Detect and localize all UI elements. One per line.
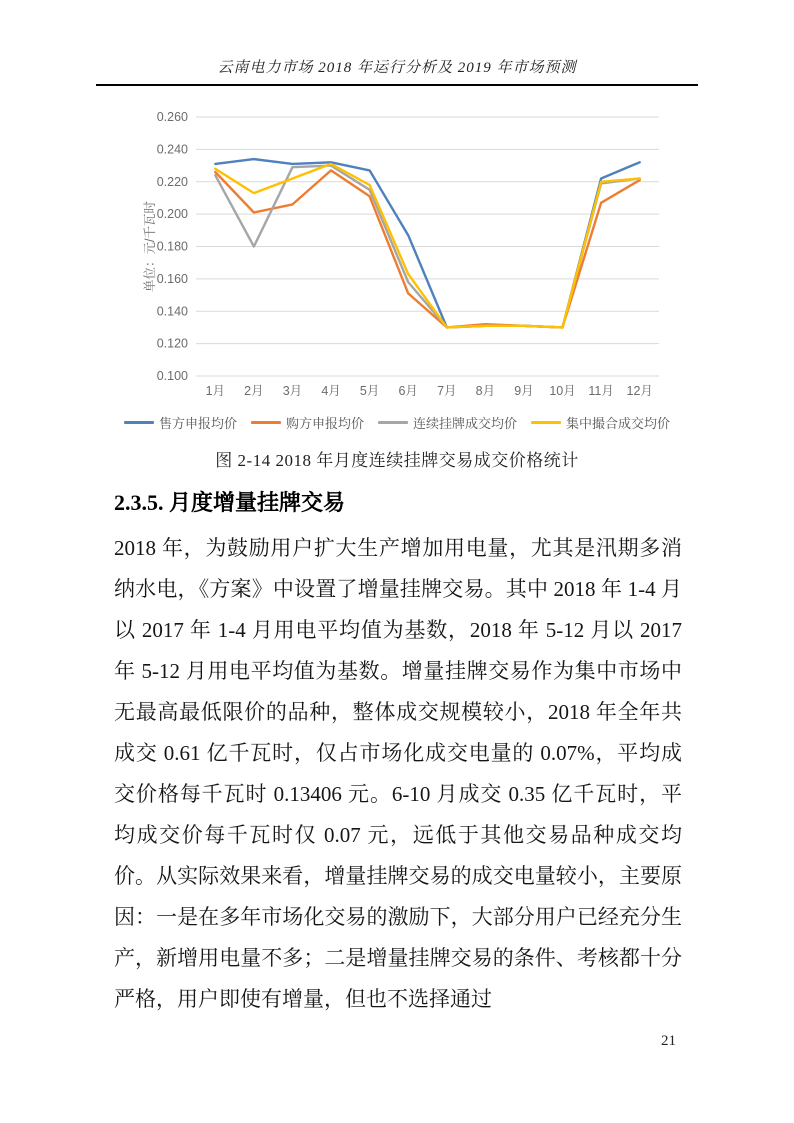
x-tick-label: 5月 <box>359 384 380 398</box>
y-tick-label: 0.180 <box>156 239 188 254</box>
legend-line-swatch <box>378 421 408 424</box>
x-tick-label: 11月 <box>588 384 614 398</box>
y-tick-label: 0.140 <box>156 304 188 319</box>
x-tick-label: 8月 <box>475 384 496 398</box>
legend-label: 连续挂牌成交均价 <box>413 416 518 431</box>
page-number: 21 <box>661 1033 676 1049</box>
legend-item <box>378 413 517 432</box>
legend-label: 集中撮合成交均价 <box>566 416 671 431</box>
body-paragraph: 2018 年，为鼓励用户扩大生产增加用电量，尤其是汛期多消纳水电，《方案》中设置了增量挂牌交易。其中 2018 年 1-4 月以 2017 年 1-4 月用电平均值为基数，2018 年 5-12 月以 2017 年 5-12 月用电平均值为基数。增量挂牌交易作为集中市场中无最高最低限价的品种，整体成交规模较小，2018 年全年共成交 0.61 亿千瓦时，仅占市场化成交电量的 0.07%，平均成交价格每千瓦时 0.13406 元。6-10 月成交 0.35 亿千瓦时，平均成交价每千瓦时仅 0.07 元，远低于其他交易品种成交均价。从实际效果来看，增量挂牌交易的成交电量较小，主要原因：一是在多年市场化交易的激励下，大部分用户已经充分生产，新增用电量不多；二是增量挂牌交易的条件、考核都十分严格，用户即使有增量，但也不选择通过 <box>114 536 682 1011</box>
y-tick-label: 0.240 <box>156 142 188 157</box>
legend-line-swatch <box>124 421 154 424</box>
legend-line-swatch <box>531 421 561 424</box>
x-tick-label: 7月 <box>437 384 457 398</box>
x-tick-label: 1月 <box>205 384 226 398</box>
legend-label: 购方申报均价 <box>285 416 364 431</box>
legend-item <box>124 413 237 432</box>
price-line-chart <box>140 98 700 408</box>
y-tick-label: 0.160 <box>156 271 188 286</box>
section-heading: 2.3.5. 月度增量挂牌交易 <box>114 490 346 515</box>
legend-item <box>531 413 670 432</box>
page-header-title: 云南电力市场 2018 年运行分析及 2019 年市场预测 <box>217 60 577 76</box>
x-tick-label: 3月 <box>282 384 303 398</box>
legend-item <box>251 413 364 432</box>
y-tick-label: 0.100 <box>156 369 188 383</box>
x-tick-label: 12月 <box>626 384 653 398</box>
y-tick-label: 0.200 <box>156 207 188 222</box>
x-tick-label: 6月 <box>398 384 418 398</box>
series-line <box>215 164 639 328</box>
y-axis-title: 单位：元/千瓦时 <box>143 201 157 292</box>
x-tick-label: 4月 <box>321 384 341 398</box>
header-divider <box>96 84 698 86</box>
legend-line-swatch <box>251 421 281 424</box>
x-tick-label: 9月 <box>514 384 534 398</box>
legend-label: 售方申报均价 <box>158 416 237 431</box>
x-tick-label: 2月 <box>244 384 264 398</box>
x-tick-label: 10月 <box>549 384 576 398</box>
y-tick-label: 0.220 <box>156 174 188 189</box>
y-tick-label: 0.120 <box>156 336 188 351</box>
chart-figure <box>140 98 700 408</box>
figure-caption: 图 2-14 2018 年月度连续挂牌交易成交价格统计 <box>215 451 579 470</box>
y-tick-label: 0.260 <box>156 110 188 124</box>
chart-legend <box>0 413 794 432</box>
